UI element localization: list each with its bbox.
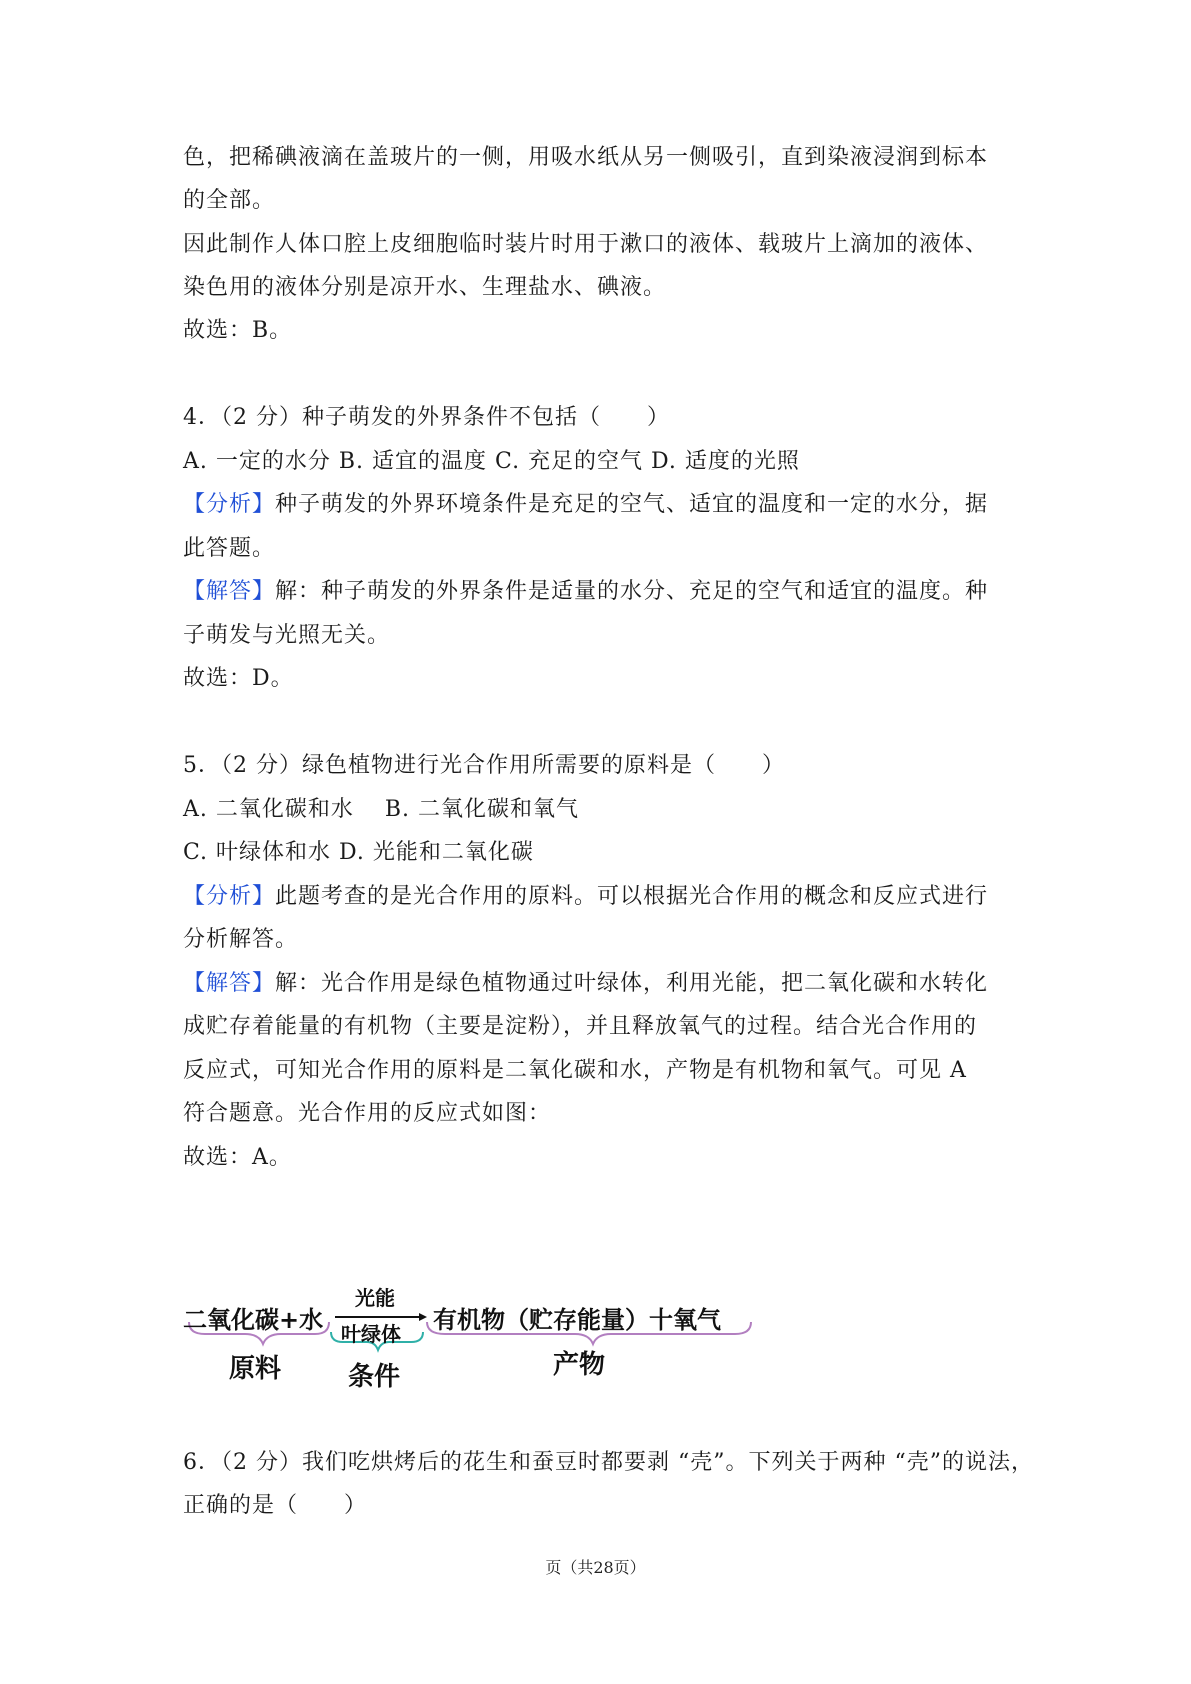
label-condition: 条件 — [348, 1362, 401, 1392]
label-raw-materials: 原料 — [229, 1354, 282, 1384]
answer-text: 解：光合作用是绿色植物通过叶绿体，利用光能，把二氧化碳和水转化 — [275, 971, 989, 996]
page-footer: 页（共28页） — [545, 1558, 646, 1577]
question-5-options: C. 叶绿体和水 D. 光能和二氧化碳 — [183, 840, 534, 865]
question-4-analysis — [183, 490, 988, 520]
text-line: 色，把稀碘液滴在盖玻片的一侧，用吸水纸从另一侧吸引，直到染液浸润到标本 — [183, 145, 989, 170]
text-line: 染色用的液体分别是凉开水、生理盐水、碘液。 — [183, 275, 667, 300]
answer-tag: 【解答】 — [183, 971, 276, 996]
photosynthesis-equation-diagram — [183, 1288, 783, 1390]
answer-text: 解：种子萌发的外界条件是适量的水分、充足的空气和适宜的温度。种 — [275, 579, 989, 604]
text-line: 故选：B。 — [183, 318, 293, 343]
question-4-answer — [183, 577, 988, 607]
question-4-options: A. 一定的水分 B. 适宜的温度 C. 充足的空气 D. 适度的光照 — [183, 449, 800, 474]
analysis-text: 种子萌发的外界环境条件是充足的空气、适宜的温度和一定的水分，据 — [275, 492, 989, 517]
analysis-text: 此题考查的是光合作用的原料。可以根据光合作用的概念和反应式进行 — [275, 884, 989, 909]
products-text: 有机物（贮存能量）十氧气 — [433, 1306, 721, 1334]
text-line: 符合题意。光合作用的反应式如图： — [183, 1101, 552, 1126]
text-line: 反应式，可知光合作用的原料是二氧化碳和水，产物是有机物和氧气。可见 A — [183, 1058, 967, 1083]
question-4-stem: 4．（2 分）种子萌发的外界条件不包括（ ） — [183, 405, 670, 430]
arrow-head — [419, 1313, 427, 1321]
text-line: 因此制作人体口腔上皮细胞临时装片时用于漱口的液体、载玻片上滴加的液体、 — [183, 232, 989, 257]
text-line: 成贮存着能量的有机物（主要是淀粉），并且释放氧气的过程。结合光合作用的 — [183, 1014, 978, 1039]
question-5-options: A. 二氧化碳和水 B. 二氧化碳和氧气 — [183, 797, 580, 822]
question-5-analysis — [183, 882, 988, 912]
answer-tag: 【解答】 — [183, 579, 276, 604]
analysis-tag: 【分析】 — [183, 884, 276, 909]
question-4-choice: 故选：D。 — [183, 666, 294, 691]
question-6-stem: 6．（2 分）我们吃烘烤后的花生和蚕豆时都要剥 “壳”。下列关于两种 “壳”的说法， — [183, 1450, 1034, 1475]
text-line: 子萌发与光照无关。 — [183, 623, 391, 648]
text-line: 分析解答。 — [183, 927, 299, 952]
condition-top-text: 光能 — [355, 1286, 395, 1310]
question-5-choice: 故选：A。 — [183, 1145, 292, 1170]
condition-bottom-text: 叶绿体 — [341, 1322, 401, 1346]
label-products: 产物 — [553, 1350, 606, 1380]
question-5-answer — [183, 969, 988, 999]
text-line: 的全部。 — [183, 188, 276, 213]
analysis-tag: 【分析】 — [183, 492, 276, 517]
question-5-stem: 5．（2 分）绿色植物进行光合作用所需要的原料是（ ） — [183, 753, 785, 778]
question-6-stem: 正确的是（ ） — [183, 1493, 368, 1518]
text-line: 此答题。 — [183, 536, 276, 561]
reactants-text: 二氧化碳+水 — [183, 1306, 324, 1334]
